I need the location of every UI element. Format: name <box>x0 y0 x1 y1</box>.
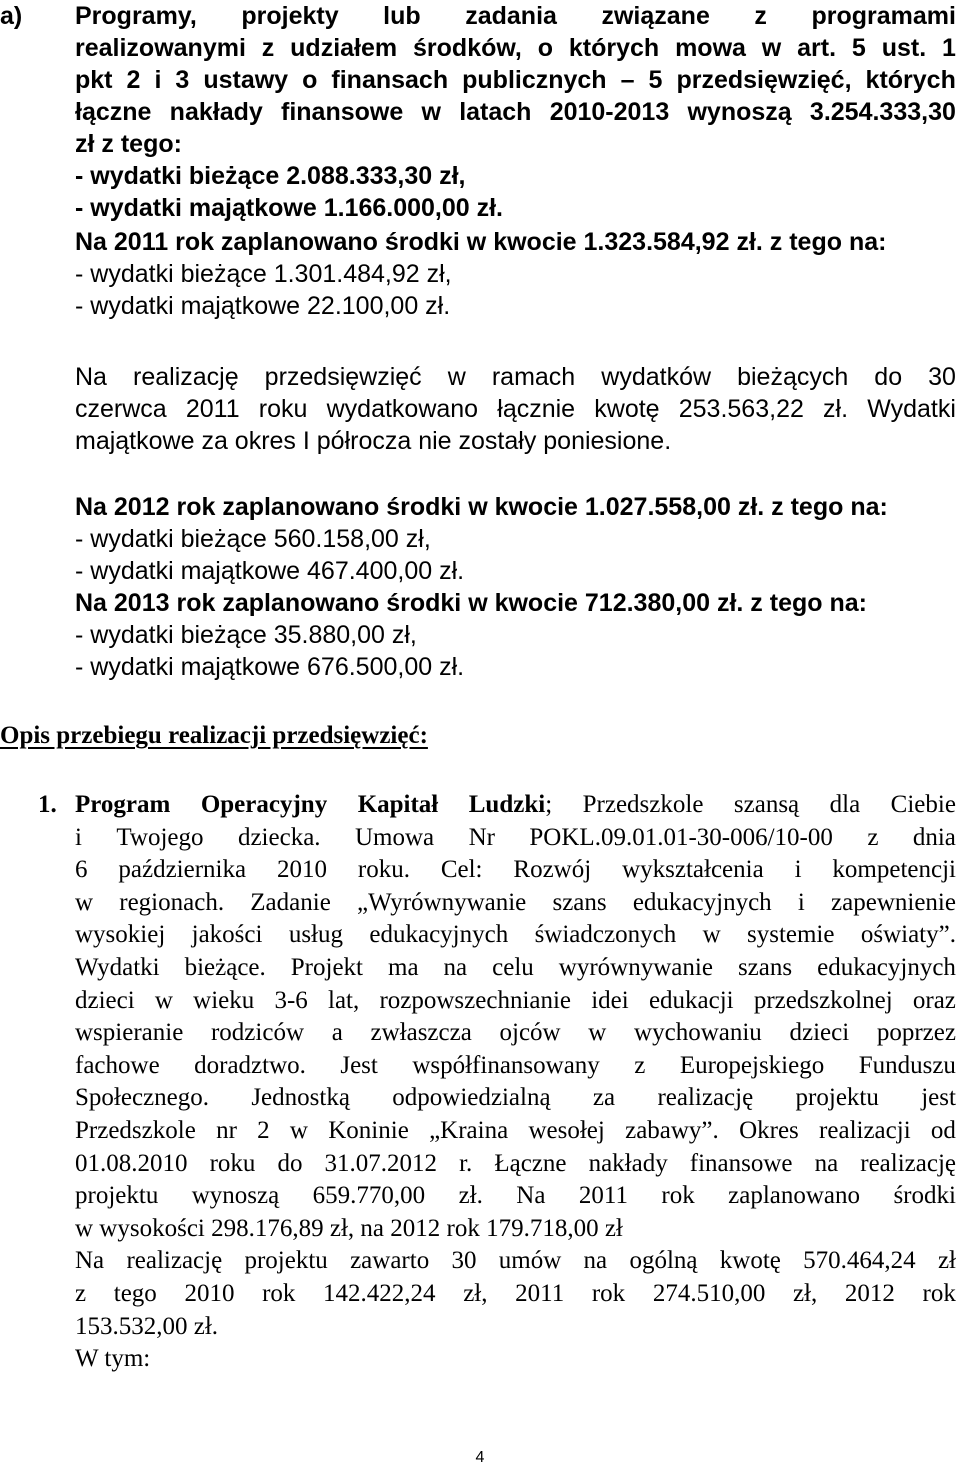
contracts-line <box>75 1278 956 1311</box>
year-2012-2013-block <box>75 491 888 683</box>
word: 142.422,24 <box>323 1279 436 1307</box>
word: projektu <box>795 1084 879 1112</box>
contracts-line <box>75 1245 956 1278</box>
word: edukacji <box>648 986 734 1014</box>
word: pkt <box>75 66 113 94</box>
word: projektu <box>244 1247 328 1275</box>
word: szansą <box>733 791 800 818</box>
word: finansowe <box>281 98 404 126</box>
intro-line <box>75 96 956 128</box>
word: szans <box>737 953 793 981</box>
word: 253.563,22 <box>678 395 804 423</box>
word: idei <box>591 986 629 1014</box>
word: 2010-2013 <box>549 98 670 126</box>
word: tego <box>113 1279 157 1307</box>
year-2013-plan: Na 2013 rok zaplanowano środki w kwocie 712.380,00 zł. z tego na: <box>75 589 867 617</box>
year-2013-capital: - wydatki majątkowe 676.500,00 zł. <box>75 653 465 681</box>
word: wykształcenia <box>622 856 764 884</box>
word: bieżących <box>737 363 849 391</box>
word: 2 <box>126 66 141 94</box>
item-1-line <box>75 1017 956 1050</box>
word: realizacji <box>819 1116 911 1144</box>
item-1-line <box>75 887 956 920</box>
word: projekty <box>241 2 339 30</box>
word: edukacyjnych <box>817 953 956 981</box>
word: 274.510,00 <box>652 1279 766 1307</box>
word: Europejskiego <box>679 1051 825 1079</box>
word: o <box>302 66 318 94</box>
word: zawarto <box>350 1247 430 1275</box>
word: ogólną <box>629 1247 698 1275</box>
intro-line-last: zł z tego: <box>75 130 182 158</box>
word: zwłaszcza <box>370 1019 472 1047</box>
contracts-line-last: 153.532,00 zł. <box>75 1312 219 1340</box>
word: rok <box>922 1279 956 1307</box>
word: wspieranie <box>75 1019 184 1047</box>
word: ustawy <box>203 66 289 94</box>
realization-line-last: majątkowe za okres I półrocza nie zostały poniesione. <box>75 427 672 455</box>
item-1-line <box>75 1148 956 1181</box>
word: bieżące. <box>184 953 266 981</box>
word: Jest <box>340 1051 378 1079</box>
word: wychowaniu <box>634 1019 762 1047</box>
word: 2012 <box>844 1279 895 1307</box>
word: 30 <box>451 1247 477 1275</box>
word: 5 <box>851 34 866 62</box>
word: celu <box>492 953 534 981</box>
item-1-line <box>75 1115 956 1148</box>
item-1-line <box>75 919 956 952</box>
word: 570.464,24 <box>803 1247 916 1275</box>
realization-line <box>75 393 956 425</box>
year-2012-plan: Na 2012 rok zaplanowano środki w kwocie 1.027.558,00 zł. z tego na: <box>75 493 888 521</box>
total-current-expenses: - wydatki bieżące 2.088.333,30 zł, <box>75 162 466 190</box>
word: roku <box>209 1149 256 1177</box>
word: 2010 <box>276 856 327 884</box>
word: 2011 <box>515 1279 565 1307</box>
word: zadania <box>465 2 557 30</box>
intro-line <box>75 0 956 32</box>
intro-line <box>75 32 956 64</box>
word: kompetencji <box>832 856 956 884</box>
word: poprzez <box>876 1019 956 1047</box>
item-1-line-end: w wysokości 298.176,89 zł, na 2012 rok 179.718,00 zł <box>75 1214 623 1242</box>
word: lub <box>383 2 421 30</box>
word: Przedszkole <box>75 1116 196 1144</box>
word: 31.07.2012 <box>324 1149 438 1177</box>
word: dziecka. <box>237 823 321 851</box>
year-2011-capital: - wydatki majątkowe 22.100,00 zł. <box>75 292 451 320</box>
section-a-intro <box>75 0 956 224</box>
word: zł. <box>823 395 849 423</box>
word: z <box>754 2 767 30</box>
item-1-line <box>75 1082 956 1115</box>
word: Twojego <box>116 823 204 851</box>
word: rozpowszechnianie <box>379 986 572 1014</box>
word: przedsięwzięć, <box>676 66 852 94</box>
year-2013-current: - wydatki bieżące 35.880,00 zł, <box>75 621 417 649</box>
word: a <box>331 1019 343 1047</box>
word: fachowe <box>75 1051 160 1079</box>
word: POKL.09.01.01-30-006/10-00 <box>529 823 833 851</box>
word: wieku <box>193 986 255 1014</box>
word: łącznie <box>497 395 576 423</box>
total-capital-expenses: - wydatki majątkowe 1.166.000,00 zł. <box>75 194 504 222</box>
word: Łączne <box>494 1149 567 1177</box>
word: kwotę <box>719 1247 781 1275</box>
word: dzieci <box>75 986 135 1014</box>
word: latach <box>459 98 532 126</box>
word: wysokiej <box>75 921 166 949</box>
word: mowa <box>675 34 746 62</box>
word: projektu <box>75 1182 159 1210</box>
word: ma <box>388 953 419 981</box>
word: Okres <box>739 1116 799 1144</box>
word: Zadanie <box>250 888 331 916</box>
word: finansowe <box>689 1149 793 1177</box>
word: rok <box>591 1279 626 1307</box>
item-1-line <box>75 952 956 985</box>
word: – <box>620 66 635 94</box>
word: wesołej <box>528 1116 605 1144</box>
word: środki <box>893 1182 956 1210</box>
word: 2 <box>257 1116 270 1144</box>
word: za <box>592 1084 616 1112</box>
word: oświaty”. <box>860 921 956 949</box>
word: rok <box>661 1182 695 1210</box>
word: roku <box>258 395 308 423</box>
word: i <box>75 823 82 851</box>
word: Cel: <box>440 856 483 884</box>
word: roku. <box>357 856 410 884</box>
word: usług <box>288 921 344 949</box>
word: doradztwo. <box>194 1051 306 1079</box>
year-2012-current: - wydatki bieżące 560.158,00 zł, <box>75 525 431 553</box>
word: w <box>421 98 441 126</box>
word: w <box>588 1019 607 1047</box>
section-a-marker: a) <box>0 2 23 30</box>
word: dnia <box>912 823 956 851</box>
word: Na <box>75 363 107 391</box>
word: wyrównywanie <box>558 953 713 981</box>
word: na <box>583 1247 608 1275</box>
word: zapewnienie <box>831 888 956 916</box>
word: rok <box>262 1279 296 1307</box>
word: do <box>277 1149 303 1177</box>
item-1-line <box>75 789 956 822</box>
word: 659.770,00 <box>312 1182 426 1210</box>
word: umów <box>498 1247 562 1275</box>
realization-paragraph <box>75 361 956 457</box>
word: Umowa <box>354 823 435 851</box>
word: w <box>154 986 173 1014</box>
word: zł <box>937 1247 956 1275</box>
word: i <box>154 66 162 94</box>
word: „Kraina <box>429 1116 509 1144</box>
word: realizację <box>133 363 239 391</box>
word: Ludzki; <box>468 791 553 818</box>
word: środków, <box>413 34 522 62</box>
word: w <box>75 888 94 916</box>
section-heading: Opis przebiegu realizacji przedsięwzięć: <box>0 722 428 749</box>
word: w <box>289 1116 308 1144</box>
word: rodziców <box>210 1019 305 1047</box>
word: Operacyjny <box>200 791 328 818</box>
realization-line <box>75 361 956 393</box>
item-1-line <box>75 1180 956 1213</box>
word: 3-6 <box>274 986 308 1014</box>
word: dla <box>829 791 861 818</box>
word: Społecznego. <box>75 1084 209 1112</box>
word: 3.254.333,30 <box>809 98 956 126</box>
item-1-line <box>75 854 956 887</box>
word: do <box>874 363 903 391</box>
word: 5 <box>648 66 663 94</box>
word: 1 <box>942 34 956 62</box>
word: 2011 <box>185 395 240 423</box>
word: zł, <box>792 1279 818 1307</box>
word: r. <box>459 1149 473 1177</box>
word: w <box>702 921 721 949</box>
word: nakłady <box>588 1149 668 1177</box>
word: o <box>537 34 553 62</box>
word: na <box>814 1149 839 1177</box>
word: Koninie <box>328 1116 409 1144</box>
year-2011-plan: Na 2011 rok zaplanowano środki w kwocie 1.323.584,92 zł. z tego na: <box>75 228 887 256</box>
word: z <box>867 823 879 851</box>
word: finansach <box>331 66 449 94</box>
word: wynoszą <box>687 98 792 126</box>
item-1-body <box>75 789 956 1376</box>
item-1-line <box>75 822 956 855</box>
word: programami <box>811 2 956 30</box>
word: związane <box>601 2 710 30</box>
word: art. <box>797 34 837 62</box>
word: realizację <box>657 1084 754 1112</box>
word: 6 <box>75 856 88 884</box>
word: 30 <box>928 363 956 391</box>
word: ust. <box>881 34 927 62</box>
word: zł, <box>463 1279 488 1307</box>
word: szans <box>552 888 607 916</box>
word: Na <box>75 1247 105 1275</box>
word: Programy, <box>75 2 197 30</box>
word: edukacyjnych <box>632 888 772 916</box>
word: łączne <box>75 98 152 126</box>
word: edukacyjnych <box>369 921 509 949</box>
word: Wydatki <box>75 953 160 981</box>
word: Na <box>516 1182 546 1210</box>
word: jest <box>921 1084 956 1112</box>
word: świadczonych <box>534 921 677 949</box>
word: regionach. <box>119 888 225 916</box>
word: i <box>797 888 805 916</box>
word: przedszkolnej <box>753 986 893 1014</box>
word: odpowiedzialną <box>392 1084 551 1112</box>
word: przedsięwzięć <box>264 363 422 391</box>
item-1-line <box>75 985 956 1018</box>
intro-line <box>75 64 956 96</box>
word: 3 <box>175 66 190 94</box>
word: dzieci <box>789 1019 850 1047</box>
word: zł. <box>458 1182 483 1210</box>
word: z <box>634 1051 646 1079</box>
word: z <box>75 1279 87 1307</box>
word: realizację <box>126 1247 223 1275</box>
word: Przedszkole <box>582 791 704 818</box>
page-number: 4 <box>475 1449 485 1466</box>
word: w <box>447 363 466 391</box>
word: systemie <box>746 921 835 949</box>
word: których <box>568 34 660 62</box>
word: jakości <box>191 921 263 949</box>
word: udziałem <box>290 34 398 62</box>
word: których <box>865 66 956 94</box>
item-1-number: 1. <box>38 791 57 818</box>
word: Program <box>75 791 171 818</box>
word: od <box>930 1116 956 1144</box>
word: 2011 <box>578 1182 628 1210</box>
word: publicznych <box>462 66 607 94</box>
word: 01.08.2010 <box>75 1149 188 1177</box>
word: Wydatki <box>867 395 956 423</box>
word: „Wyrównywanie <box>357 888 527 916</box>
word: Rozwój <box>513 856 592 884</box>
word: zaplanowano <box>728 1182 861 1210</box>
word: Ciebie <box>890 791 956 818</box>
word: Nr <box>468 823 495 851</box>
word: zabawy”. <box>625 1116 719 1144</box>
word: lat, <box>328 986 360 1014</box>
word: oraz <box>912 986 956 1014</box>
word: z <box>261 34 275 62</box>
word: realizowanymi <box>75 34 246 62</box>
word: ojców <box>499 1019 561 1047</box>
word: na <box>443 953 468 981</box>
word: Jednostką <box>251 1084 350 1112</box>
word: października <box>118 856 247 884</box>
year-2011-current: - wydatki bieżące 1.301.484,92 zł, <box>75 260 452 288</box>
word: wydatków <box>601 363 712 391</box>
year-2012-capital: - wydatki majątkowe 467.400,00 zł. <box>75 557 465 585</box>
word: Funduszu <box>858 1051 956 1079</box>
item-1-line <box>75 1050 956 1083</box>
word: nr <box>216 1116 237 1144</box>
word: 2010 <box>184 1279 235 1307</box>
word: w <box>761 34 782 62</box>
word: współfinansowany <box>412 1051 600 1079</box>
word: kwotę <box>594 395 660 423</box>
word: czerwca <box>75 395 167 423</box>
year-2011-block <box>75 226 886 322</box>
word: i <box>794 856 802 884</box>
word: wydatkowano <box>326 395 479 423</box>
word: Projekt <box>290 953 363 981</box>
word: nakłady <box>169 98 263 126</box>
word: Kapitał <box>357 791 439 818</box>
word: wynoszą <box>191 1182 280 1210</box>
word: ramach <box>491 363 576 391</box>
in-that-label: W tym: <box>75 1345 151 1373</box>
word: realizację <box>860 1149 956 1177</box>
